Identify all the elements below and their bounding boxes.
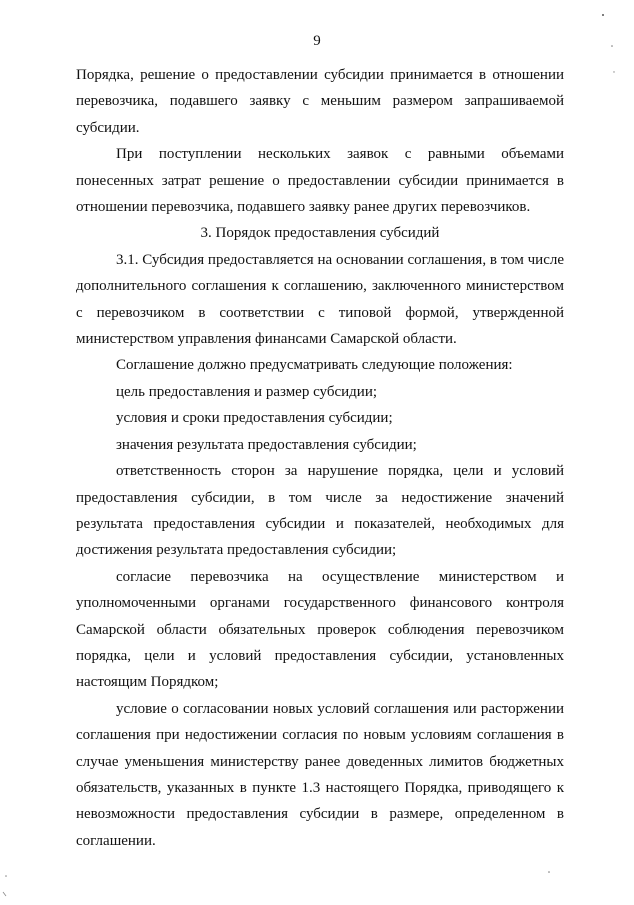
document-body <box>76 62 564 854</box>
paragraph-3-1: 3.1. Субсидия предоставляется на основании соглашения, в том числе дополнительного соглашения к соглашению, заключенного министерством с перевозчиком в соответствии с типовой формой, утвержденной министерством управления финансами Самарской области. <box>76 251 564 348</box>
scan-speck <box>548 871 550 873</box>
provision-conditions: условия и сроки предоставления субсидии; <box>116 410 393 427</box>
paragraph-agreement-provisions: Соглашение должно предусматривать следующие положения: <box>116 357 513 374</box>
scan-speck <box>613 71 614 72</box>
paragraph-continuation: Порядка, решение о предоставлении субсидии принимается в отношении перевозчика, подавшего заявку с меньшим размером запрашиваемой субсидии. <box>76 67 564 136</box>
scan-speck <box>3 892 6 896</box>
provision-consent: согласие перевозчика на осуществление министерством и уполномоченными органами государственного финансового контроля Самарской области обязательных проверок соблюдения перевозчиком порядка, цели и условий предоставления субсидии, установленных настоящим Порядком; <box>76 568 564 691</box>
provision-purpose: цель предоставления и размер субсидии; <box>116 383 378 400</box>
scan-speck <box>602 14 604 16</box>
paragraph-equal-volumes: При поступлении нескольких заявок с равными объемами понесенных затрат решение о предоставлении субсидии принимается в отношении перевозчика, подавшего заявку ранее других перевозчиков. <box>76 146 564 216</box>
page-number: 9 <box>313 33 321 49</box>
provision-new-conditions: условие о согласовании новых условий соглашения или расторжении соглашения при недостижении согласия по новым условиям соглашения в случае уменьшения министерству ранее доведенных лимитов бюджетных обязательств, указанных в пункте 1.3 настоящего Порядка, приводящего к невозможности предоставления субсидии в размере, определенном в соглашении. <box>76 700 564 849</box>
section-heading: 3. Порядок предоставления субсидий <box>200 225 440 242</box>
provision-result-values: значения результата предоставления субсидии; <box>116 436 417 453</box>
scan-speck <box>5 875 7 877</box>
provision-responsibility: ответственность сторон за нарушение порядка, цели и условий предоставления субсидии, в том числе за недостижение значений результата предоставления субсидии и показателей, необходимых для достижения результата предоставления субсидии; <box>76 463 564 559</box>
